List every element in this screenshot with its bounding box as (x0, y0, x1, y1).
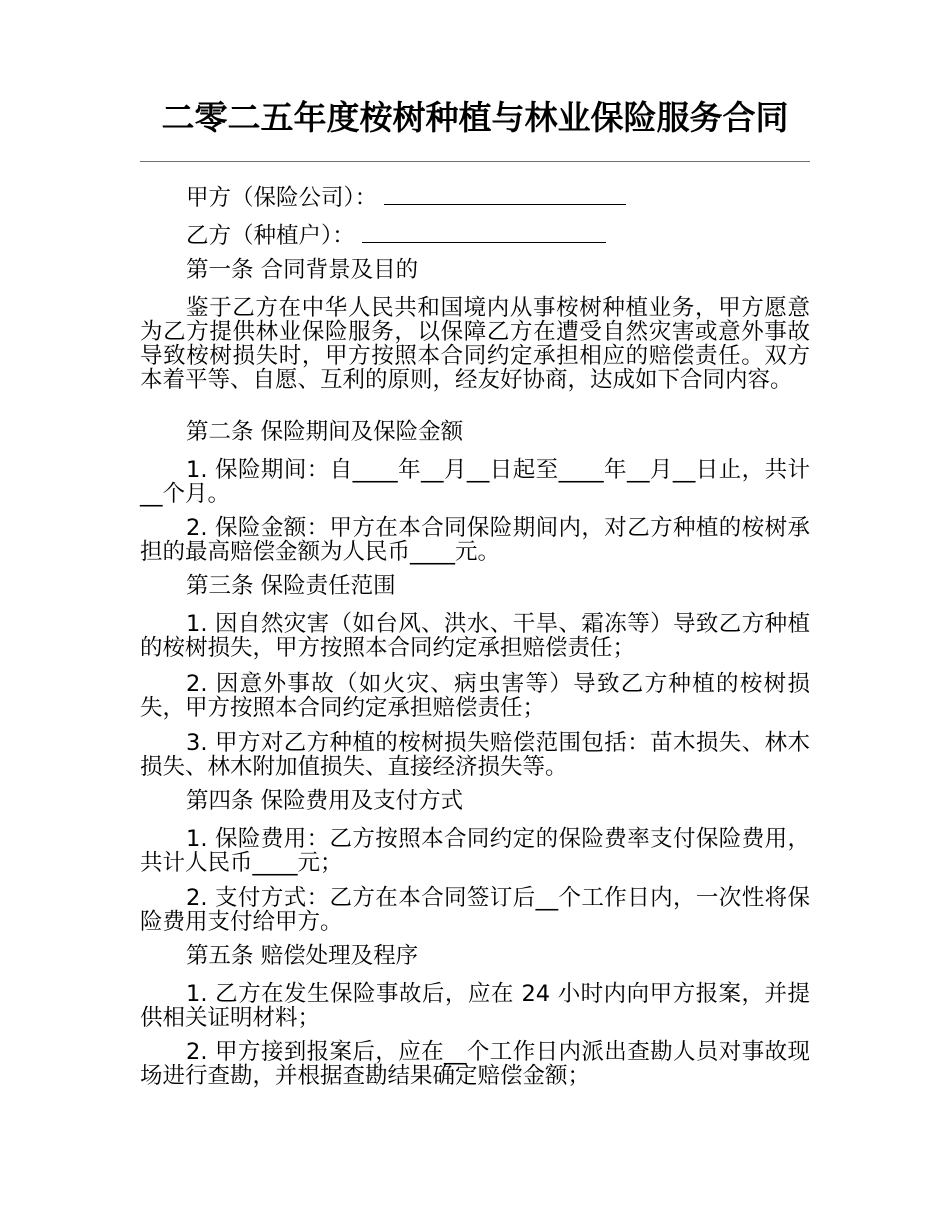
party-a-blank (384, 184, 626, 205)
party-b-blank (362, 222, 606, 243)
article-2-item-1: 1. 保险期间：自____年__月__日起至____年__月__日止，共计__个月。 (140, 457, 810, 507)
party-a-label: 甲方（保险公司）： (186, 185, 378, 211)
document-title: 二零二五年度桉树种植与林业保险服务合同 (161, 98, 789, 137)
article-1-body: 鉴于乙方在中华人民共和国境内从事桉树种植业务，甲方愿意为乙方提供林业保险服务，以保障乙方在遭受自然灾害或意外事故导致桉树损失时，甲方按照本合同约定承担相应的赔偿责任。双方本着平等、自愿、互利的原则，经友好协商，达成如下合同内容。 (140, 295, 810, 393)
article-4-heading: 第四条 保险费用及支付方式 (186, 788, 464, 814)
article-4-item-1: 1. 保险费用：乙方按照本合同约定的保险费率支付保险费用，共计人民币____元； (140, 826, 810, 876)
title-divider (140, 161, 810, 162)
article-5-item-2: 2. 甲方接到报案后，应在__个工作日内派出查勘人员对事故现场进行查勘，并根据查勘结果确定赔偿金额； (140, 1039, 810, 1089)
article-2-item-2: 2. 保险金额：甲方在本合同保险期间内，对乙方种植的桉树承担的最高赔偿金额为人民币____元。 (140, 515, 810, 565)
article-5-heading: 第五条 赔偿处理及程序 (186, 943, 419, 969)
party-b-label: 乙方（种植户）： (186, 223, 355, 249)
article-2-heading: 第二条 保险期间及保险金额 (186, 419, 464, 445)
article-1-heading: 第一条 合同背景及目的 (186, 257, 419, 283)
party-b-line (140, 222, 856, 248)
article-4-item-2: 2. 支付方式：乙方在本合同签订后__个工作日内，一次性将保险费用支付给甲方。 (140, 885, 810, 935)
article-3-item-1: 1. 因自然灾害（如台风、洪水、干旱、霜冻等）导致乙方种植的桉树损失，甲方按照本合同约定承担赔偿责任； (140, 611, 810, 661)
party-a-line (140, 184, 856, 210)
article-3-heading: 第三条 保险责任范围 (186, 573, 396, 599)
article-3-item-2: 2. 因意外事故（如火灾、病虫害等）导致乙方种植的桉树损失，甲方按照本合同约定承担赔偿责任； (140, 671, 810, 721)
article-3-item-3: 3. 甲方对乙方种植的桉树损失赔偿范围包括：苗木损失、林木损失、林木附加值损失、直接经济损失等。 (140, 730, 810, 780)
article-5-item-1: 1. 乙方在发生保险事故后，应在 24 小时内向甲方报案，并提供相关证明材料； (140, 981, 810, 1031)
